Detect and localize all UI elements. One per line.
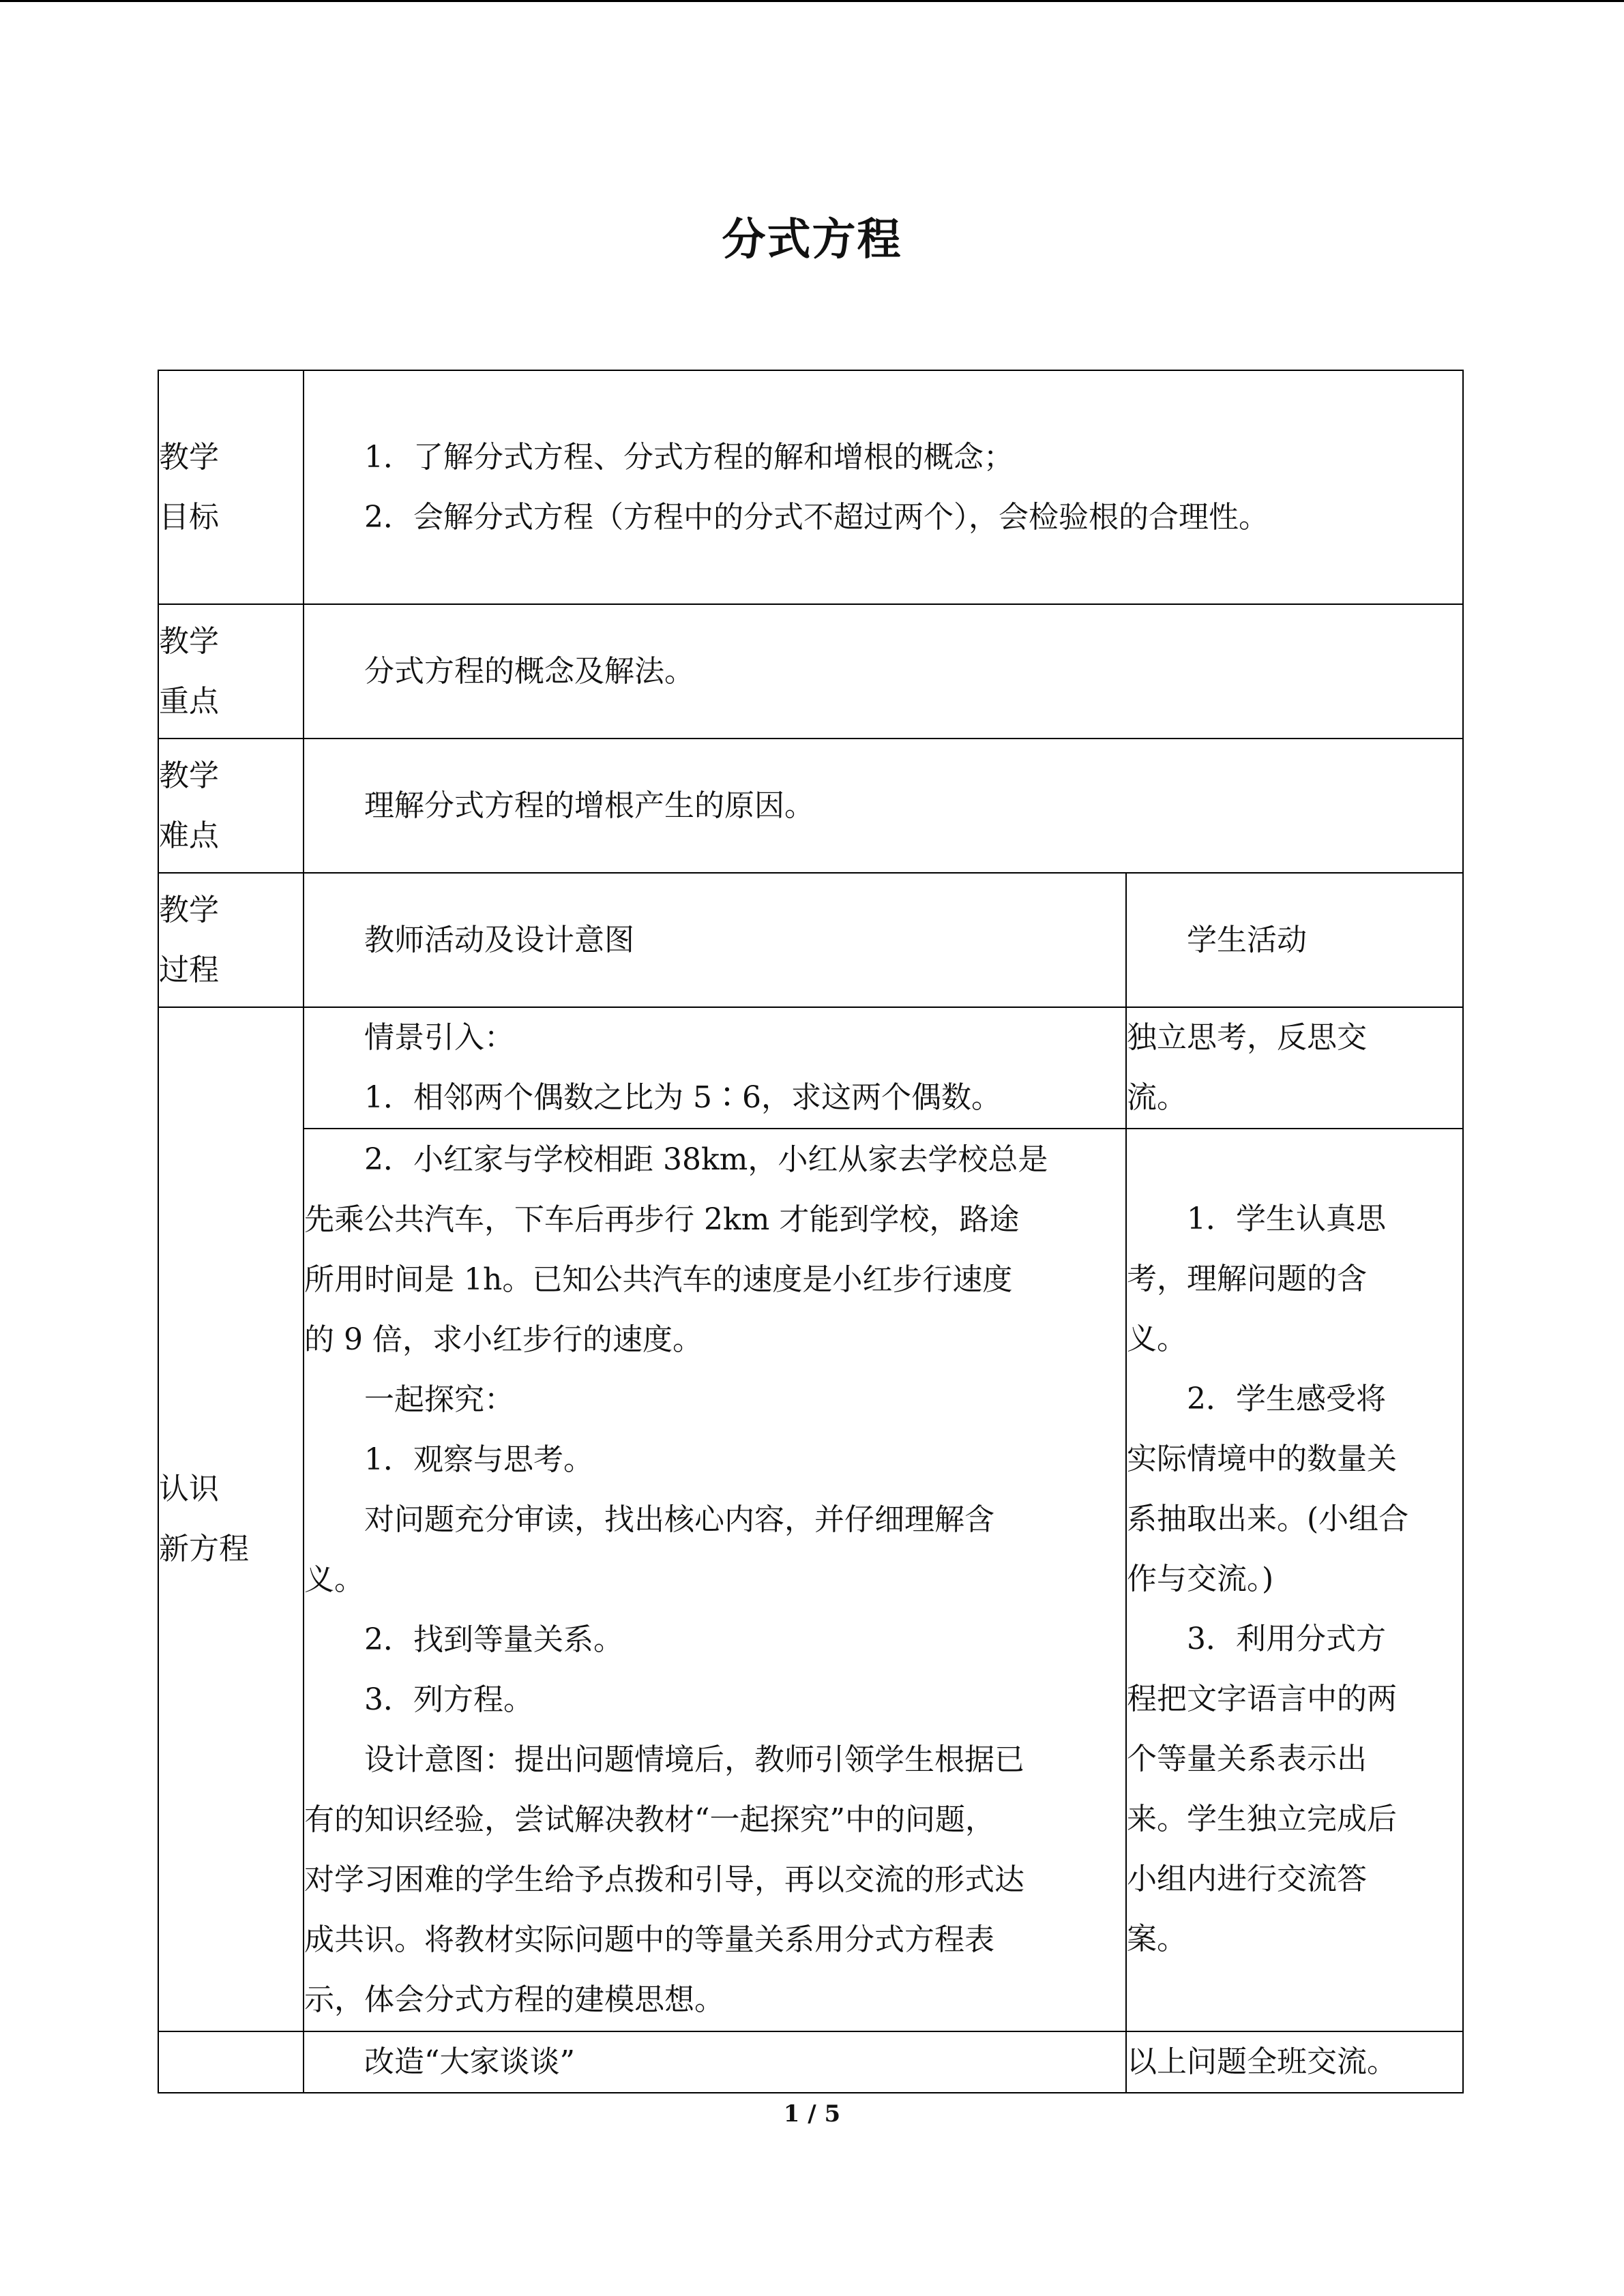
row-goals [158,370,1463,604]
intro-line: 情景引入： [364,1020,514,1055]
teacher-line: 1．观察与思考。 [364,1442,593,1477]
explore-student-content [1126,1129,1463,2031]
student-line: 系抽取出来。(小组合 [1127,1502,1409,1536]
student-line: 程把文字语言中的两 [1127,1682,1397,1716]
goals-content [304,370,1463,604]
teacher-line: 一起探究： [364,1382,514,1417]
student-line: 来。学生独立完成后 [1127,1802,1397,1836]
row-process-header [158,873,1463,1007]
student-line: 个等量关系表示出 [1127,1742,1367,1776]
label-process: 教学 过程 [158,873,304,1007]
teacher-line: 先乘公共汽车，下车后再步行 2km 才能到学校，路途 [304,1202,1020,1237]
student-line: 实际情境中的数量关 [1127,1442,1397,1476]
student-line: 作与交流。) [1127,1562,1274,1596]
intro-student-content: 独立思考，反思交 流。 [1126,1007,1463,1129]
explore-teacher-content [304,1129,1126,2031]
intro-line: 1．相邻两个偶数之比为 5∶6，求这两个偶数。 [364,1080,1001,1115]
page-number: 1 / 5 [783,2100,841,2128]
teacher-line: 成共识。将教材实际问题中的等量关系用分式方程表 [304,1922,994,1957]
lesson-plan-table [158,370,1464,2093]
teacher-line: 设计意图：提出问题情境后，教师引领学生根据已 [364,1742,1024,1777]
row-key [158,604,1463,739]
teacher-line: 义。 [304,1562,364,1597]
label-goals: 教学 目标 [158,370,304,604]
label-key: 教学 重点 [158,604,304,739]
student-line: 1．学生认真思 [1187,1202,1386,1236]
top-border-line [0,0,1624,2]
teacher-line: 示，体会分式方程的建模思想。 [304,1982,724,2017]
intro-teacher-content [304,1007,1126,1129]
teacher-line: 有的知识经验，尝试解决教材“一起探究”中的问题， [304,1802,995,1837]
student-line: 考，理解问题的含 [1127,1262,1367,1296]
teacher-line: 对学习困难的学生给予点拨和引导，再以交流的形式达 [304,1862,1024,1897]
teacher-activity-header: 教师活动及设计意图 [304,873,1126,1007]
difficulty-content: 理解分式方程的增根产生的原因。 [304,739,1463,873]
student-line: 3．利用分式方 [1187,1622,1386,1656]
teacher-line: 3．列方程。 [364,1682,533,1717]
key-content: 分式方程的概念及解法。 [304,604,1463,739]
student-line: 2．学生感受将 [1187,1382,1386,1416]
teacher-line: 的 9 倍，求小红步行的速度。 [304,1322,703,1357]
goal-line: 2．会解分式方程（方程中的分式不超过两个），会检验根的合理性。 [364,499,1269,535]
teacher-line: 2．小红家与学校相距 38km，小红从家去学校总是 [364,1142,1048,1177]
goal-line: 1．了解分式方程、分式方程的解和增根的概念； [364,439,1014,475]
label-section-new-equation: 认识 新方程 [158,1007,304,2031]
row-discussion [158,2031,1463,2093]
label-difficulty: 教学 难点 [158,739,304,873]
page-title: 分式方程 [722,214,902,265]
row-intro [158,1007,1463,1129]
student-line: 案。 [1127,1922,1187,1956]
student-line: 义。 [1127,1322,1187,1356]
student-line: 小组内进行交流答 [1127,1862,1367,1896]
teacher-line: 2．找到等量关系。 [364,1622,623,1657]
row-explore [158,1129,1463,2031]
teacher-line: 所用时间是 1h。已知公共汽车的速度是小红步行速度 [304,1262,1013,1297]
discussion-student-content: 以上问题全班交流。 [1126,2031,1463,2093]
discussion-teacher-content: 改造“大家谈谈” [304,2031,1126,2093]
label-empty [158,2031,304,2093]
row-difficulty [158,739,1463,873]
student-activity-header: 学生活动 [1126,873,1463,1007]
teacher-line: 对问题充分审读，找出核心内容，并仔细理解含 [364,1502,994,1537]
